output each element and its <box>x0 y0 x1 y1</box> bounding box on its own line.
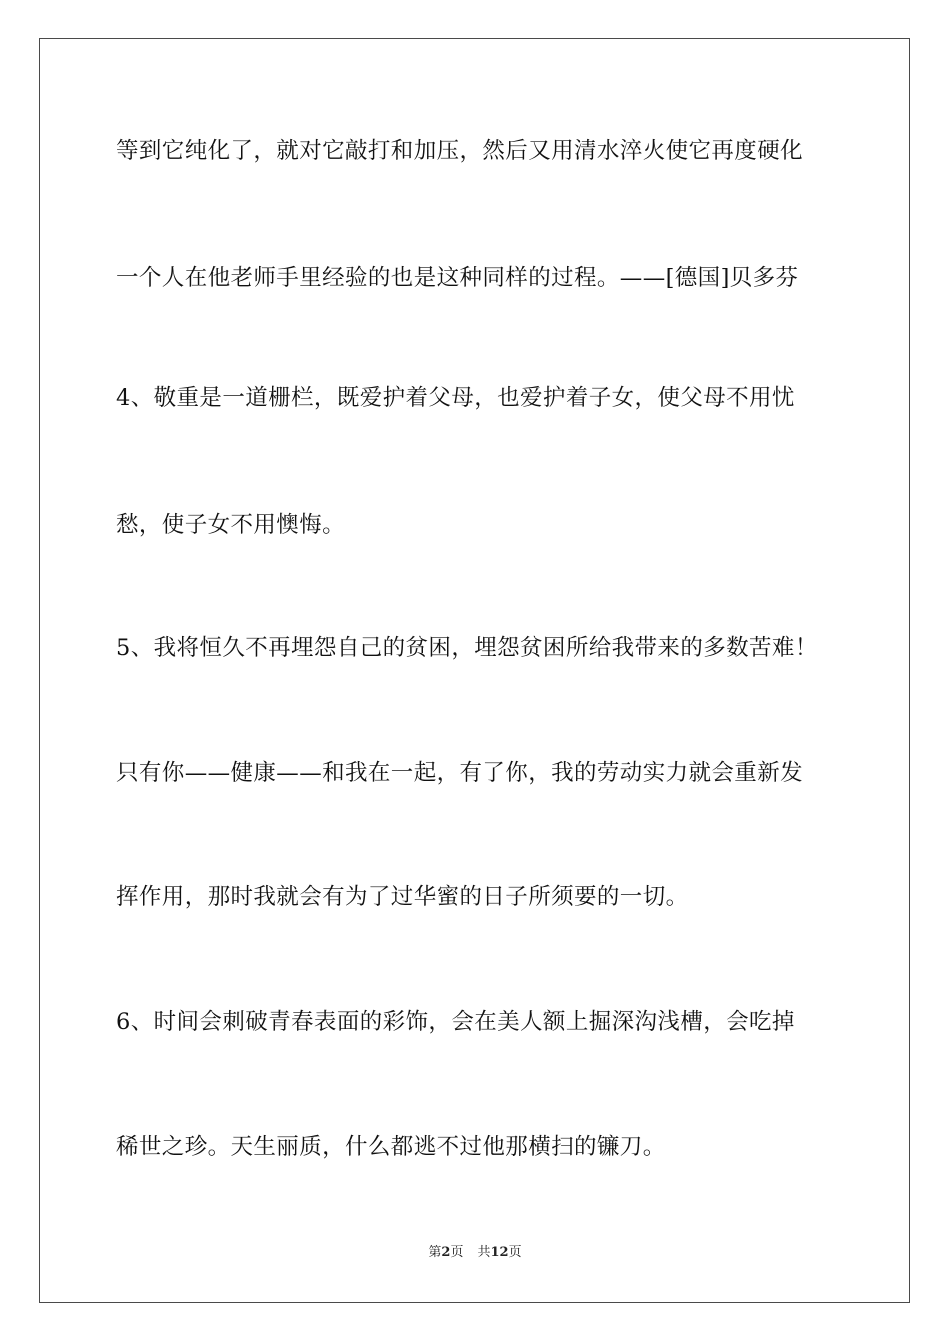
text-line-4: 愁，使子女不用懊悔。 <box>116 512 346 538</box>
text-line-3: 4、敬重是一道栅栏，既爱护着父母，也爱护着子女，使父母不用忧 <box>116 385 795 411</box>
page-label-suffix: 页 <box>450 1245 464 1260</box>
page-footer <box>0 1244 950 1262</box>
text-line-8: 6、时间会刺破青春表面的彩饰，会在美人额上掘深沟浅槽，会吃掉 <box>116 1009 795 1035</box>
text-line-2: 一个人在他老师手里经验的也是这种同样的过程。——[德国]贝多芬 <box>116 265 799 291</box>
total-label-prefix: 共 <box>477 1245 491 1260</box>
text-line-6: 只有你——健康——和我在一起，有了你，我的劳动实力就会重新发 <box>116 760 804 786</box>
text-line-7: 挥作用，那时我就会有为了过华蜜的日子所须要的一切。 <box>116 884 689 910</box>
total-pages: 12 <box>490 1245 509 1260</box>
page-label-prefix: 第 <box>428 1245 442 1260</box>
text-line-9: 稀世之珍。天生丽质，什么都逃不过他那横扫的镰刀。 <box>116 1134 666 1160</box>
page-border <box>39 38 910 1303</box>
page-number: 2 <box>441 1245 451 1260</box>
text-line-1: 等到它纯化了，就对它敲打和加压，然后又用清水淬火使它再度硬化 <box>116 138 804 164</box>
text-line-5: 5、我将恒久不再埋怨自己的贫困，埋怨贫困所给我带来的多数苦难！ <box>116 635 818 661</box>
total-label-suffix: 页 <box>508 1245 522 1260</box>
